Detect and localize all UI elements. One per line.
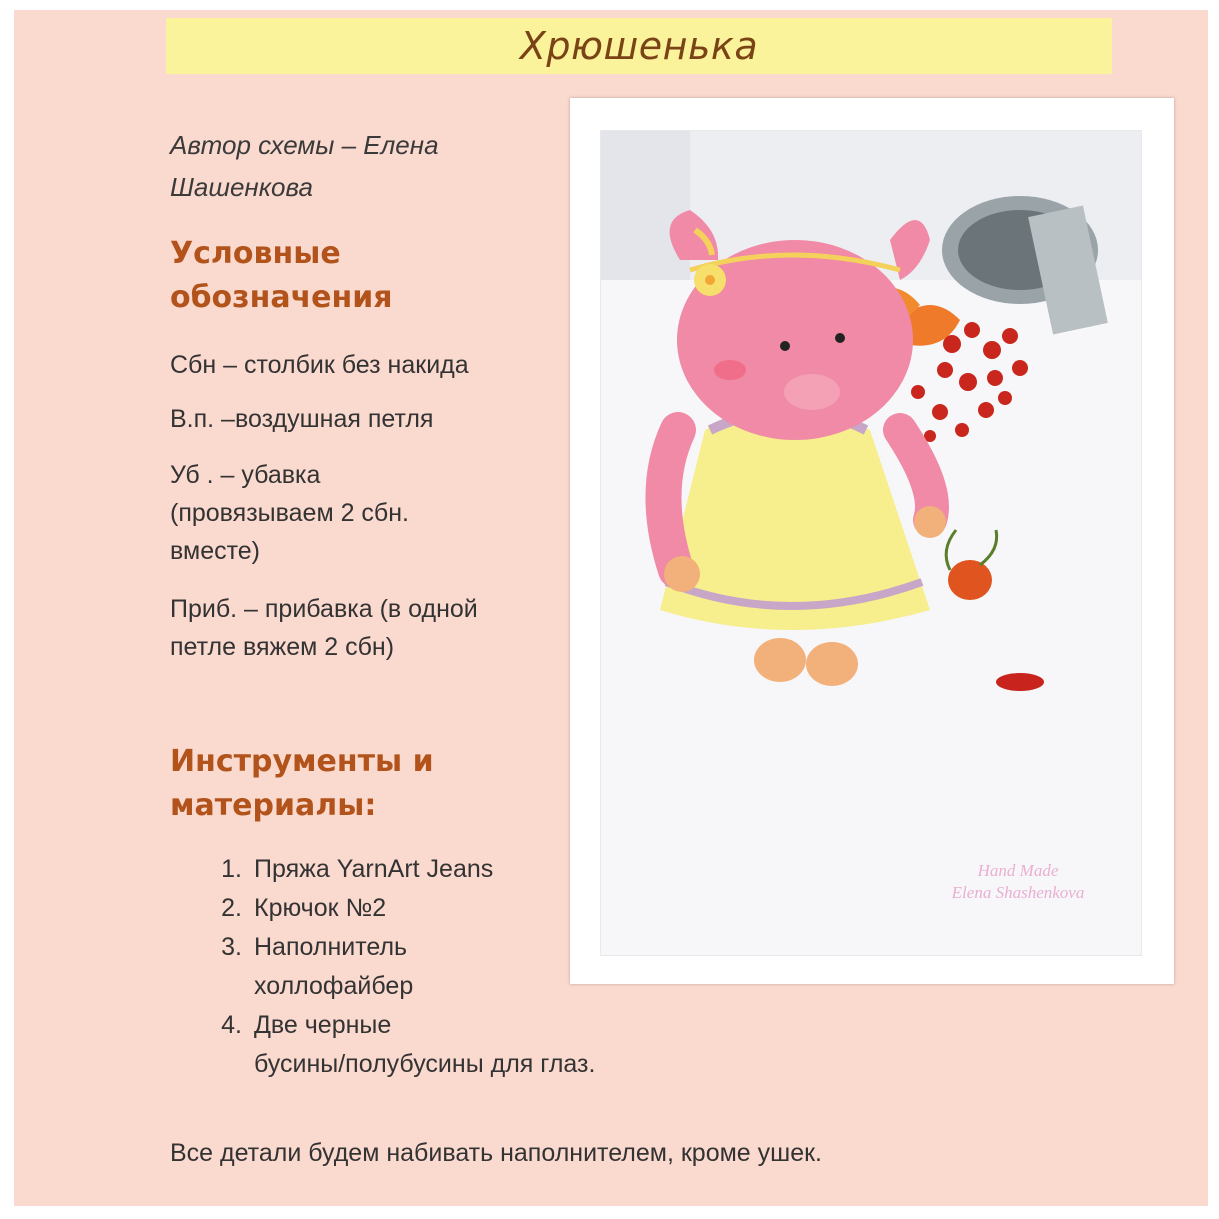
list-item-text: Пряжа YarnArt Jeans	[254, 855, 494, 883]
legend-item-text: вместе)	[170, 537, 260, 565]
list-item-text: бусины/полубусины для глаз.	[254, 1050, 596, 1078]
author-name: Шашенкова	[170, 172, 313, 202]
author-credit	[170, 124, 500, 208]
pig-toy-illustration	[600, 130, 1142, 956]
watermark-line2: Elena Shashenkova	[951, 883, 1085, 902]
legend-item-text: (провязываем 2 сбн.	[170, 499, 410, 527]
legend-heading-line1: Условные	[170, 236, 341, 271]
toy-photo	[600, 130, 1142, 956]
author-line: Автор схемы – Елена	[170, 130, 439, 160]
legend-item-text: Сбн – столбик без накида	[170, 351, 469, 379]
legend-item-text: Приб. – прибавка (в одной	[170, 595, 478, 623]
title-banner	[166, 18, 1112, 74]
watermark-line1: Hand Made	[977, 861, 1059, 880]
watermark	[898, 860, 1138, 904]
photo-frame	[570, 98, 1174, 984]
list-item-text: холлофайбер	[254, 972, 414, 1000]
list-item-text: Две черные	[254, 1011, 392, 1039]
legend-item-ub	[170, 456, 409, 570]
list-number: 4.	[221, 1011, 242, 1039]
page-title: Хрюшенька	[519, 24, 759, 68]
legend-item-text: петле вяжем 2 сбн)	[170, 633, 395, 661]
tools-heading	[170, 740, 530, 828]
legend-heading	[170, 232, 490, 320]
legend-item-vp	[170, 400, 433, 438]
legend-item-text: В.п. –воздушная петля	[170, 405, 434, 433]
legend-item-text: Уб . – убавка	[170, 461, 321, 489]
tools-heading-line1: Инструменты и	[170, 744, 434, 779]
list-item-text: Крючок №2	[254, 894, 387, 922]
legend-item-sbn	[170, 346, 469, 384]
list-item-text: Наполнитель	[254, 933, 408, 961]
legend-heading-line2: обозначения	[170, 280, 393, 315]
list-number: 2.	[221, 894, 242, 922]
list-number: 1.	[221, 855, 242, 883]
list-number: 3.	[221, 933, 242, 961]
list-item	[196, 1006, 716, 1084]
footer-note: Все детали будем набивать наполнителем, кроме ушек.	[170, 1139, 822, 1167]
tools-heading-line2: материалы:	[170, 788, 377, 823]
legend-item-prib	[170, 590, 478, 666]
